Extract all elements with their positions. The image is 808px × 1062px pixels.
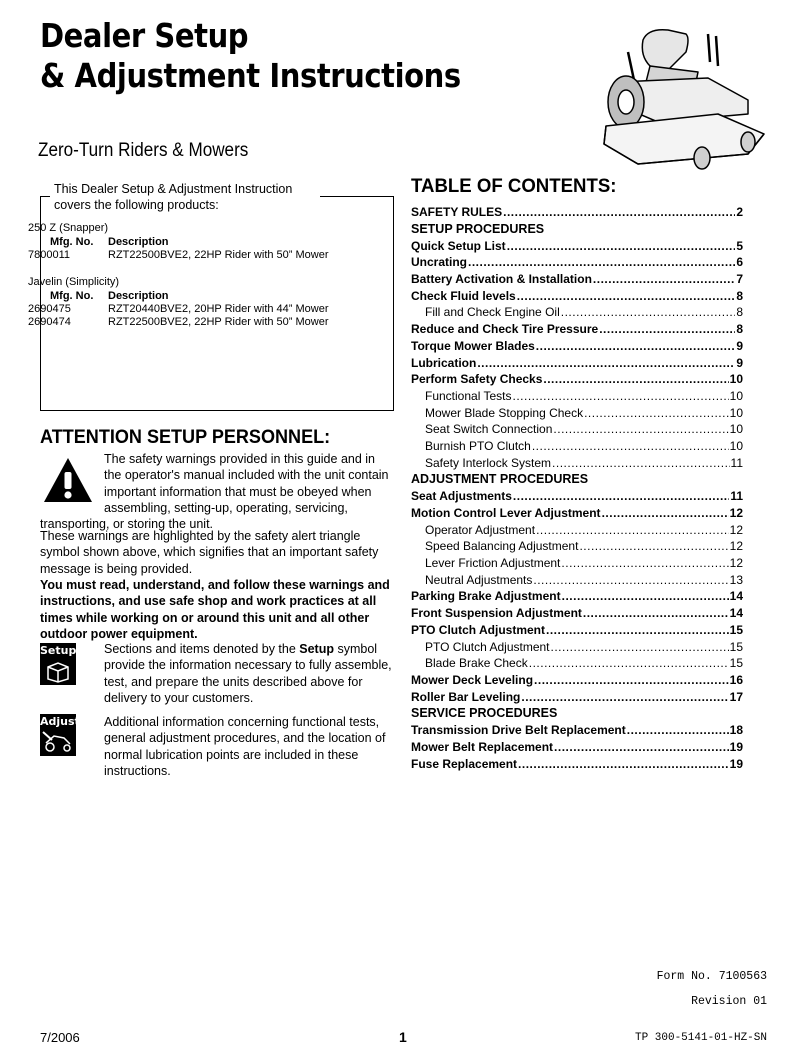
toc-leader-dots xyxy=(533,572,728,589)
title-line-2: & Adjustment Instructions xyxy=(40,56,461,95)
toc-entry[interactable] xyxy=(411,421,743,438)
toc-entry-label: Neutral Adjustments xyxy=(425,572,533,587)
toc-entry[interactable] xyxy=(411,605,743,622)
toc-entry[interactable] xyxy=(411,405,743,422)
revision: Revision 01 xyxy=(691,995,767,1008)
toc-entry[interactable] xyxy=(411,756,743,773)
doc-code: TP 300-5141-01-HZ-SN xyxy=(634,1032,767,1044)
toc-entry-page: 14 xyxy=(729,589,743,604)
toc-entry-page: 16 xyxy=(729,672,743,687)
toc-entry-page: 2 xyxy=(736,205,743,219)
toc-leader-dots xyxy=(503,204,735,221)
setup-text xyxy=(104,641,394,706)
toc-entry[interactable] xyxy=(411,689,743,706)
toc-entry[interactable] xyxy=(411,588,743,605)
toc-entry-page: 19 xyxy=(729,739,743,754)
toc-entry-label: Uncrating xyxy=(411,255,468,270)
toc-leader-dots xyxy=(518,756,729,773)
toc-section-heading: ADJUSTMENT PROCEDURES xyxy=(411,472,589,487)
toc-leader-dots xyxy=(521,689,728,706)
toc-leader-dots xyxy=(477,355,735,372)
toc-entry-page: 9 xyxy=(736,355,743,370)
toc-entry-page: 9 xyxy=(736,338,743,353)
group1-col-desc: Description xyxy=(108,236,169,248)
toc-leader-dots xyxy=(554,739,729,756)
toc-leader-dots xyxy=(513,388,729,405)
toc-entry-page: 8 xyxy=(736,288,743,303)
group1-row-mfg: 7800011 xyxy=(28,249,71,261)
toc-leader-dots xyxy=(529,655,729,672)
toc-entry-label: Lever Friction Adjustment xyxy=(425,556,561,571)
attention-para2: These warnings are highlighted by the safety alert triangle symbol shown above, which signifies that an important safety message is being provided. xyxy=(40,529,379,576)
toc-entry-label: Fill and Check Engine Oil xyxy=(425,305,560,320)
setup-text-bold: Setup xyxy=(299,642,334,656)
toc-entry[interactable] xyxy=(411,355,743,372)
toc-entry[interactable] xyxy=(411,622,743,639)
toc-entry[interactable] xyxy=(411,505,743,522)
adjust-symbol xyxy=(40,714,80,756)
toc-entry-page: 14 xyxy=(729,606,743,621)
toc-entry[interactable] xyxy=(411,639,743,656)
toc-entry-label: Safety Interlock System xyxy=(425,455,552,470)
toc-entry-label: Perform Safety Checks xyxy=(411,372,543,387)
toc-entry[interactable] xyxy=(411,672,743,689)
mower-illustration xyxy=(598,22,768,172)
toc-leader-dots xyxy=(536,338,736,355)
toc-leader-dots xyxy=(543,371,728,388)
group1-col-mfg: Mfg. No. xyxy=(50,236,94,248)
toc-entry-page: 12 xyxy=(729,506,743,520)
attention-para1-wrap xyxy=(40,451,392,532)
toc-section-heading: SERVICE PROCEDURES xyxy=(411,706,558,721)
setup-text-post: symbol provide the information necessary to fully assemble, test, and prepare the units described above for delivery to your customers. xyxy=(104,642,392,705)
attention-heading: ATTENTION SETUP PERSONNEL: xyxy=(40,427,331,448)
toc-entry-label: PTO Clutch Adjustment xyxy=(411,622,546,637)
toc-entry-label: Operator Adjustment xyxy=(425,522,536,537)
toc-entry-label: Mower Deck Leveling xyxy=(411,672,534,687)
toc-entry-page: 12 xyxy=(729,556,743,571)
toc-leader-dots xyxy=(553,421,728,438)
toc-entry-label: Battery Activation & Installation xyxy=(411,272,592,287)
group2-name: Javelin (Simplicity) xyxy=(28,276,120,288)
setup-text-pre: Sections and items denoted by the xyxy=(104,642,300,656)
group1-name: 250 Z (Snapper) xyxy=(28,222,109,234)
toc-entry[interactable] xyxy=(411,321,743,338)
toc-entry-label: Blade Brake Check xyxy=(425,656,528,671)
toc-entry-page: 7 xyxy=(736,272,743,287)
icon-float-spacer xyxy=(40,451,104,516)
toc-entry[interactable] xyxy=(411,488,743,505)
toc-entry-page: 6 xyxy=(736,255,743,270)
toc-leader-dots xyxy=(593,271,735,288)
toc-entry-page: 12 xyxy=(729,522,743,537)
toc-entry-label: Transmission Drive Belt Replacement xyxy=(411,723,626,738)
toc-entry-label: Reduce and Check Tire Pressure xyxy=(411,322,599,337)
toc-entry-page: 13 xyxy=(729,572,743,587)
toc-entry-page: 18 xyxy=(729,723,743,738)
toc-entry-page: 8 xyxy=(736,305,743,320)
toc-entry-page: 15 xyxy=(729,639,743,654)
toc-leader-dots xyxy=(599,321,735,338)
group2-row1-mfg: 2690475 xyxy=(28,303,71,315)
toc-entry-label: Seat Switch Connection xyxy=(425,422,553,437)
toc-entry[interactable] xyxy=(411,538,743,555)
toc-leader-dots xyxy=(536,522,729,539)
products-box-top-left xyxy=(40,196,50,197)
group1-row-desc: RZT22500BVE2, 22HP Rider with 50” Mower xyxy=(108,249,329,261)
toc-entry-label: Speed Balancing Adjustment xyxy=(425,539,579,554)
toc-leader-dots xyxy=(579,538,728,555)
toc-entry-label: Seat Adjustments xyxy=(411,489,512,504)
toc-entry[interactable] xyxy=(411,388,743,405)
toc-entry-page: 17 xyxy=(729,689,743,704)
toc-leader-dots xyxy=(583,605,729,622)
toc-entry-page: 11 xyxy=(730,455,743,470)
toc-entry-label: Parking Brake Adjustment xyxy=(411,589,561,604)
toc-entry[interactable] xyxy=(411,655,743,672)
toc-entry-page: 10 xyxy=(729,388,743,403)
group2-col-mfg: Mfg. No. xyxy=(50,290,94,302)
toc-leader-dots xyxy=(551,639,729,656)
group2-row2-desc: RZT22500BVE2, 22HP Rider with 50” Mower xyxy=(108,316,329,328)
toc-entry-label: Mower Blade Stopping Check xyxy=(425,405,584,420)
toc-leader-dots xyxy=(546,622,729,639)
toc-entry-label: Lubrication xyxy=(411,355,477,370)
toc-entry[interactable] xyxy=(411,522,743,539)
setup-symbol xyxy=(40,643,76,685)
toc-entry-label: Torque Mower Blades xyxy=(411,338,535,353)
toc-entry-label: Fuse Replacement xyxy=(411,756,518,771)
toc-entry-page: 12 xyxy=(729,539,743,554)
page-title xyxy=(40,16,461,96)
toc-entry[interactable] xyxy=(411,271,743,288)
toc-entry[interactable] xyxy=(411,572,743,589)
toc-entry-label: Front Suspension Adjustment xyxy=(411,606,582,621)
toc-leader-dots xyxy=(468,254,735,271)
toc-entry[interactable] xyxy=(411,288,743,305)
toc-entry-label: Roller Bar Leveling xyxy=(411,689,521,704)
box-icon xyxy=(40,657,76,683)
toc-entry-label: Check Fluid levels xyxy=(411,288,516,303)
toc-entry-page: 5 xyxy=(736,238,743,253)
group2-row2-mfg: 2690474 xyxy=(28,316,71,328)
toc-leader-dots xyxy=(584,405,729,422)
toc-entry[interactable] xyxy=(411,204,743,221)
toc-entry[interactable] xyxy=(411,254,743,271)
toc-section-heading: SETUP PROCEDURES xyxy=(411,221,545,236)
attention-para3: You must read, understand, and follow these warnings and instructions, and use safe shop and work practices at all times while working on or around this unit and all other outdoor power equipment. xyxy=(40,578,390,641)
toc-entry-label: Motion Control Lever Adjustment xyxy=(411,506,601,520)
toc-entry[interactable] xyxy=(411,238,743,255)
toc-entry[interactable] xyxy=(411,739,743,756)
toc-entry[interactable] xyxy=(411,304,743,321)
page-number: 1 xyxy=(399,1029,407,1045)
toc-leader-dots xyxy=(513,488,729,505)
toc-entry[interactable] xyxy=(411,722,743,739)
toc-entry-page: 10 xyxy=(729,372,743,387)
toc-entry[interactable] xyxy=(411,555,743,572)
table-of-contents xyxy=(411,204,743,772)
toc-entry-page: 19 xyxy=(729,756,743,771)
toc-entry-page: 15 xyxy=(729,622,743,637)
toc-entry-page: 8 xyxy=(736,322,743,337)
toc-leader-dots xyxy=(602,505,729,522)
toc-entry-label: Functional Tests xyxy=(425,388,512,403)
toc-leader-dots xyxy=(627,722,729,739)
toc-entry-page: 10 xyxy=(729,422,743,437)
toc-leader-dots xyxy=(517,288,736,305)
toc-leader-dots xyxy=(562,588,729,605)
toc-entry-page: 15 xyxy=(729,656,743,671)
toc-entry[interactable] xyxy=(411,438,743,455)
toc-entry-label: Burnish PTO Clutch xyxy=(425,438,531,453)
toc-entry-page: 10 xyxy=(729,405,743,420)
toc-entry[interactable] xyxy=(411,455,743,472)
toc-entry-label: Quick Setup List xyxy=(411,238,506,253)
title-line-1: Dealer Setup xyxy=(40,16,249,55)
toc-leader-dots xyxy=(532,438,729,455)
toc-entry-label: Mower Belt Replacement xyxy=(411,739,554,754)
group2-row1-desc: RZT20440BVE2, 20HP Rider with 44” Mower xyxy=(108,303,329,315)
toc-heading: TABLE OF CONTENTS: xyxy=(411,176,617,197)
adjust-symbol-label: Adjust xyxy=(40,715,80,728)
toc-leader-dots xyxy=(534,672,729,689)
toc-entry[interactable] xyxy=(411,338,743,355)
toc-entry-label: PTO Clutch Adjustment xyxy=(425,639,550,654)
toc-entry[interactable] xyxy=(411,371,743,388)
toc-leader-dots xyxy=(552,455,729,472)
attention-para1: The safety warnings provided in this guide and in the operator's manual included with the unit contain important information that must be obeyed when assembling, setting-up, operating, servicing, transporting, or storing the unit. xyxy=(40,452,389,532)
products-intro: This Dealer Setup & Adjustment Instruction covers the following products: xyxy=(50,181,318,214)
setup-symbol-label: Setup xyxy=(40,644,77,657)
mower-wrench-icon xyxy=(40,728,76,754)
toc-leader-dots xyxy=(561,555,728,572)
form-number: Form No. 7100563 xyxy=(656,970,767,983)
adjust-text: Additional information concerning functional tests, general adjustment procedures, and the location of normal lubrication points are included in these instructions. xyxy=(104,715,386,778)
toc-entry-label: SAFETY RULES xyxy=(411,205,503,219)
toc-leader-dots xyxy=(507,238,736,255)
group2-col-desc: Description xyxy=(108,290,169,302)
toc-entry-page: 11 xyxy=(730,489,743,504)
toc-entry-page: 10 xyxy=(729,438,743,453)
subtitle: Zero-Turn Riders & Mowers xyxy=(38,140,249,161)
products-box-top-right xyxy=(320,196,393,197)
footer-date: 7/2006 xyxy=(40,1030,80,1045)
toc-leader-dots xyxy=(561,304,736,321)
